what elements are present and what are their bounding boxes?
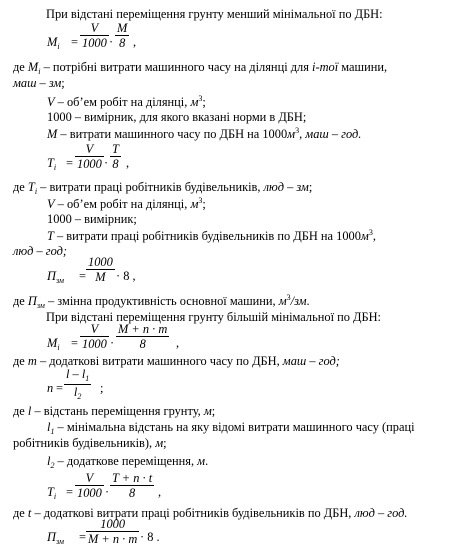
definition-ti: де $T_i$ – витрати праці робітників будівельників, люд – зм; [13, 180, 313, 196]
definition-m: M – витрати машинного часу по ДБН на $1000м^3$, маш – год. [47, 126, 362, 141]
paragraph-heading-max: При відстані переміщення грунту більшій мінімальної по ДБН: [46, 310, 381, 324]
definition-p-zm: де $П_{зм}$ – змінна продуктивність основної машини, $м^3/зм$. [13, 293, 310, 310]
definition-m-extra: де m – додаткові витрати машинного часу по ДБН, маш – год; [13, 354, 340, 368]
definition-v-2: V – об’ем робіт на ділянці, $м^3$; [47, 196, 206, 211]
definition-l2: $l_2$ – додаткове переміщення, м. [47, 454, 209, 470]
definition-t: T – витрати праці робітників будівельників по ДБН на $1000м^3$, [47, 228, 376, 243]
definition-t-extra: де t – додаткові витрати праці робітників будівельників по ДБН, люд – год. [13, 506, 408, 520]
definition-l1: $l_1$ – мінімальна відстань на яку відомі витрати машинного часу (праці [47, 420, 415, 436]
definition-1000: 1000 – вимірник, для якого вказані норми в ДБН; [47, 110, 307, 124]
definition-l1-cont: робітників будівельників), м; [13, 436, 167, 450]
definition-mi: де $M_i$ – потрібні витрати машинного часу на ділянці для i-тої машини, [13, 60, 388, 76]
definition-1000-2: 1000 – вимірник; [47, 212, 137, 226]
paragraph-heading-min: При відстані переміщення грунту менший мінімальної по ДБН: [46, 7, 383, 21]
definition-l: де l – відстань переміщення грунту, м; [13, 404, 216, 418]
unit-mash-zm: маш – зм; [13, 76, 65, 90]
definition-v: V – об’ем робіт на ділянці, $м^3$; [47, 94, 206, 109]
unit-lyud-god: люд – год; [13, 244, 68, 258]
